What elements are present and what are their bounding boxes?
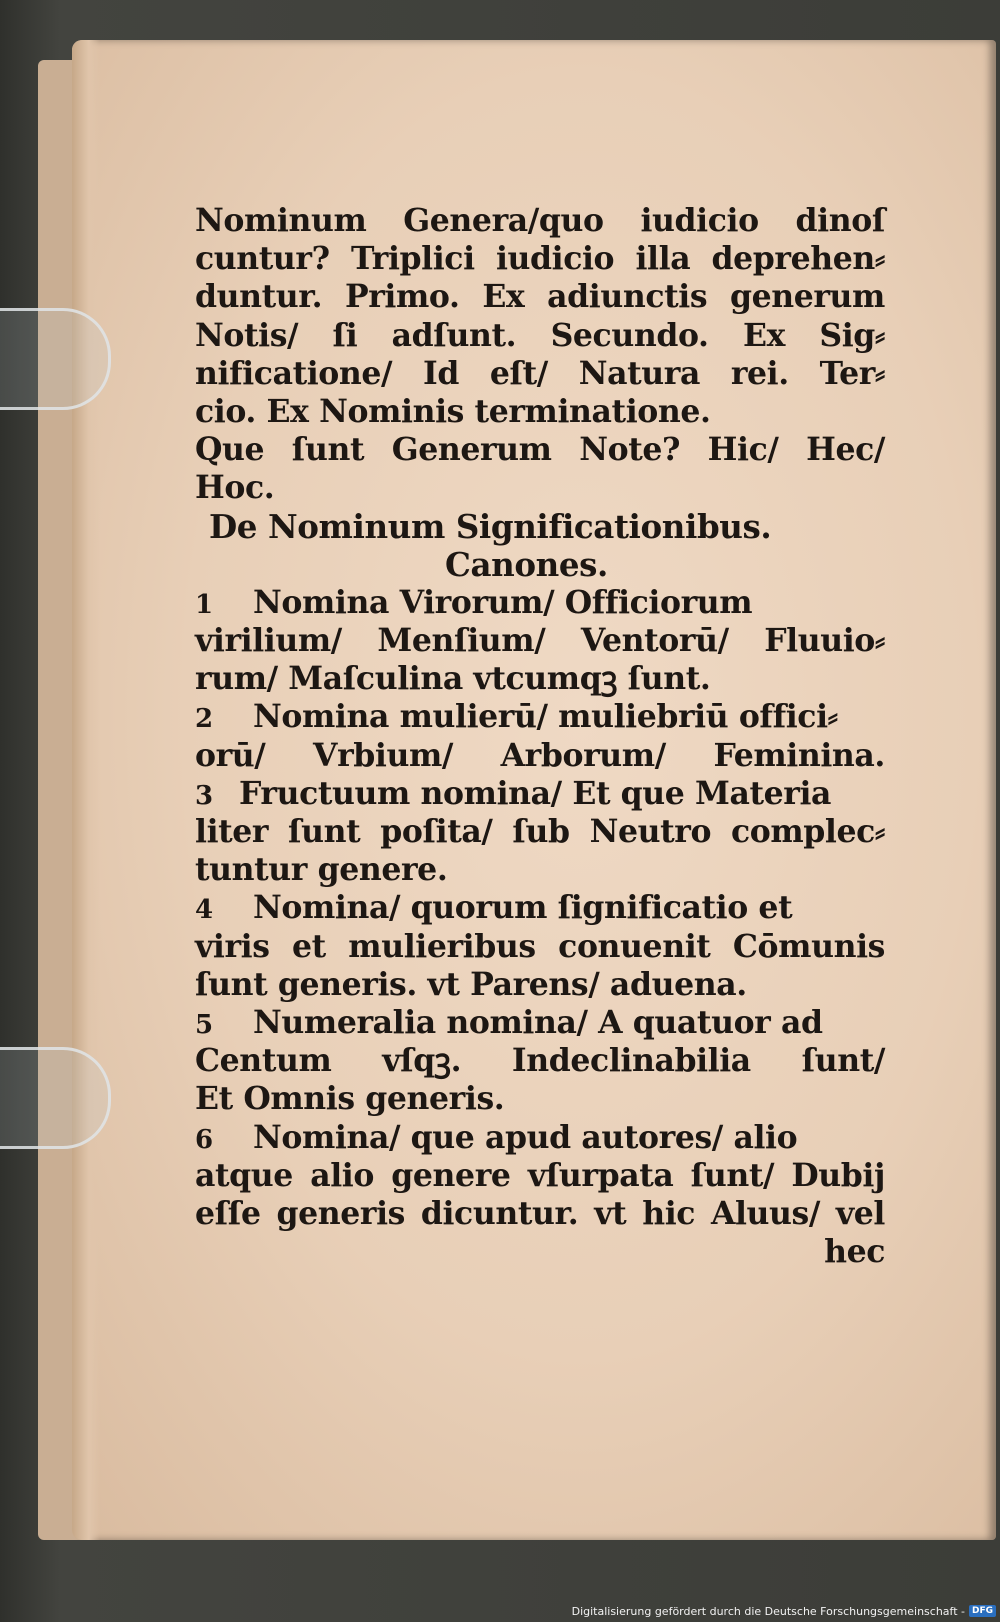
- text-line: Numeralia nomina/ A quatuor ad: [253, 1003, 823, 1041]
- text-line: Nomina/ quorum ſignificatio et: [253, 889, 793, 927]
- text-line: Hoc.: [195, 469, 275, 507]
- canon-number: 3: [195, 780, 213, 811]
- text-line: ſunt generis. vt Parens/ aduena.: [195, 965, 747, 1003]
- canon-2: [195, 698, 885, 736]
- dfg-logo: DFG: [969, 1605, 996, 1617]
- text-line: Nomina mulierū/ muliebriū offici⸗: [253, 698, 838, 736]
- canon-3: [195, 775, 885, 813]
- text-line: Et Omnis generis.: [195, 1080, 505, 1118]
- text-line: tuntur genere.: [195, 851, 448, 889]
- page-clip-bottom: [0, 1047, 111, 1149]
- page-clip-top: [0, 308, 111, 410]
- text-line: rum/ Maſculina vtcumqꝫ ſunt.: [195, 660, 711, 698]
- text-line: Nominum Genera/quo iudicio dinoſ: [195, 202, 885, 239]
- text-line: cuntur? Triplici iudicio illa deprehen⸗: [195, 240, 885, 278]
- text-line: virilium/ Menſium/ Ventorū/ Fluuio⸗: [195, 622, 885, 660]
- text-line: cio. Ex Nominis terminatione.: [195, 392, 711, 430]
- catchword: hec: [824, 1233, 885, 1271]
- section-heading: De Nominum Significationibus.: [209, 506, 772, 546]
- text-line: Nomina Virorum/ Officiorum: [253, 583, 753, 621]
- canones-heading: Canones.: [445, 544, 608, 584]
- canon-number: 1: [195, 589, 213, 620]
- text-line: atque alio genere vſurpata ſunt/ Dubij: [195, 1156, 885, 1194]
- text-line: Nomina/ que apud autores/ alio: [253, 1118, 798, 1156]
- digitization-credit: [572, 1602, 996, 1620]
- canon-number: 4: [195, 895, 213, 926]
- text-line: eſſe generis dicuntur. vt hic Aluus/ vel: [195, 1194, 885, 1232]
- canon-5: [195, 1004, 885, 1042]
- canon-number: 6: [195, 1124, 213, 1155]
- canon-4: [195, 889, 885, 927]
- page-text: [195, 202, 885, 1271]
- text-line: viris et mulieribus conuenit Cōmunis: [195, 927, 885, 965]
- canon-6: [195, 1119, 885, 1157]
- credit-text: Digitalisierung gefördert durch die Deutsche Forschungsgemeinschaft -: [571, 1604, 965, 1618]
- text-line: duntur. Primo. Ex adiunctis generum: [195, 278, 885, 316]
- canon-number: 2: [195, 704, 213, 735]
- text-line: liter ſunt poſita/ ſub Neutro complec⸗: [195, 813, 885, 850]
- text-line: orū/ Vrbium/ Arborum/ Feminina.: [195, 736, 885, 774]
- text-line: Fructuum nomina/ Et que Materia: [239, 774, 832, 812]
- text-line: Notis/ ſi adſunt. Secundo. Ex Sig⸗: [195, 316, 885, 354]
- text-line: Centum vſqꝫ. Indeclinabilia ſunt/: [195, 1042, 885, 1080]
- page-edge: [72, 40, 100, 1540]
- text-line: nificatione/ Id eſt/ Natura rei. Ter⸗: [195, 354, 885, 392]
- canon-number: 5: [195, 1009, 213, 1040]
- canon-1: [195, 584, 885, 622]
- text-line: Que ſunt Generum Note? Hic/ Hec/: [195, 431, 885, 469]
